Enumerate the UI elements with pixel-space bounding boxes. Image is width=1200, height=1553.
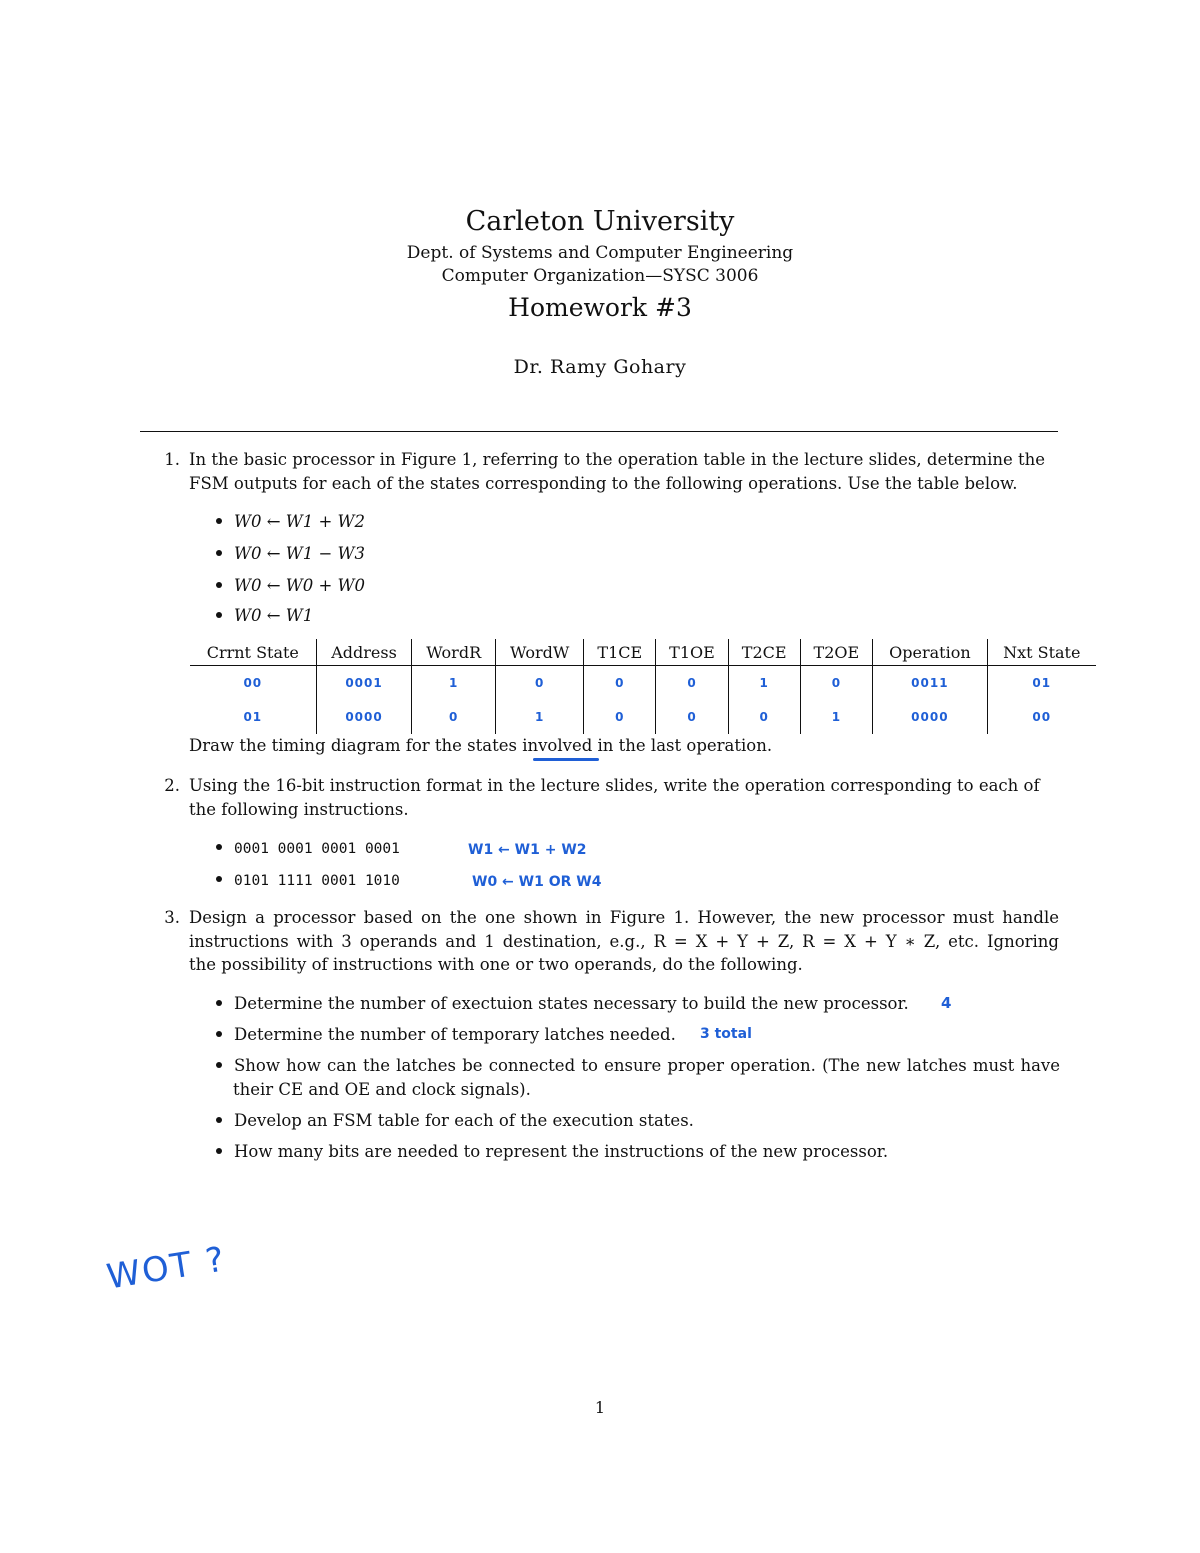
q3-bullet: Develop an FSM table for each of the execution states.	[216, 1109, 694, 1133]
q3-bullet: Determine the number of temporary latches needed.	[216, 1023, 676, 1047]
table-header: WordW	[495, 639, 584, 666]
homework-title: Homework #3	[508, 293, 692, 322]
q1-operation: W0 ← W1	[216, 604, 313, 628]
table-cell: 0	[800, 666, 873, 701]
table-cell: 0	[728, 700, 800, 734]
q3-bullet: How many bits are needed to represent the instructions of the new processor.	[216, 1140, 888, 1164]
table-cell: 1	[800, 700, 873, 734]
table-cell: 0011	[873, 666, 987, 701]
q3-number: 3.	[164, 908, 180, 927]
table-cell: 01	[987, 666, 1096, 701]
table-header: Nxt State	[987, 639, 1096, 666]
table-cell: 0001	[316, 666, 412, 701]
table-cell: 1	[412, 666, 495, 701]
table-cell: 0000	[316, 700, 412, 734]
q1-line1: In the basic processor in Figure 1, referring to the operation table in the lecture slides, determine the	[189, 450, 1046, 469]
table-row	[190, 666, 1096, 701]
q2-line2: the following instructions.	[189, 800, 409, 819]
q2-instruction: 0001 0001 0001 0001	[216, 836, 400, 861]
table-row	[190, 700, 1096, 734]
q1-number: 1.	[164, 450, 180, 469]
table-cell: 00	[987, 700, 1096, 734]
table-cell: 0	[656, 700, 729, 734]
q1-line2: FSM outputs for each of the states corresponding to the following operations. Use the table below.	[189, 474, 1018, 493]
q3-line3: the possibility of instructions with one or two operands, do the following.	[189, 955, 803, 974]
q1-operation: W0 ← W1 − W3	[216, 542, 365, 566]
fsm-table	[190, 639, 1096, 734]
q2-instruction: 0101 1111 0001 1010	[216, 868, 400, 893]
table-cell: 0	[495, 666, 584, 701]
table-header: WordR	[412, 639, 495, 666]
university-title: Carleton University	[465, 206, 735, 237]
q1-operation: W0 ← W0 + W0	[216, 574, 365, 598]
table-cell: 1	[495, 700, 584, 734]
table-cell: 01	[243, 710, 263, 724]
table-header: T2CE	[728, 639, 800, 666]
table-header-row	[190, 639, 1096, 666]
q1-operation: W0 ← W1 + W2	[216, 510, 365, 534]
q3-line2: instructions with 3 operands and 1 destination, e.g., R = X + Y + Z, R = X + Y ∗ Z, etc. Ignoring	[189, 932, 1059, 951]
author: Dr. Ramy Gohary	[513, 356, 687, 378]
table-header: T1CE	[584, 639, 656, 666]
q2-line1: Using the 16-bit instruction format in the lecture slides, write the operation corresponding to each of	[189, 776, 1040, 795]
table-header: T2OE	[800, 639, 873, 666]
q2-number: 2.	[164, 776, 180, 795]
q2-handwritten-answer: W1 ← W1 + W2	[468, 842, 587, 858]
table-header: Operation	[873, 639, 987, 666]
table-header: Address	[316, 639, 412, 666]
table-cell: 0000	[873, 700, 987, 734]
course-title: Computer Organization—SYSC 3006	[441, 266, 759, 286]
margin-note: WOT ?	[104, 1239, 229, 1298]
page-number: 1	[594, 1398, 606, 1417]
table-header: T1OE	[656, 639, 729, 666]
q3-bullet-continuation: their CE and OE and clock signals).	[233, 1080, 531, 1099]
q3-handwritten-answer: 3 total	[700, 1026, 752, 1042]
q3-line1: Design a processor based on the one shown in Figure 1. However, the new processor must handle	[189, 908, 1059, 927]
header-rule	[140, 431, 1058, 432]
q3-bullet: Determine the number of exectuion states necessary to build the new processor.	[216, 992, 909, 1016]
q3-bullet: Show how can the latches be connected to ensure proper operation. (The new latches must have	[216, 1054, 1060, 1078]
table-cell: 0	[656, 666, 729, 701]
q1-after-text: Draw the timing diagram for the states involved in the last operation.	[189, 736, 773, 755]
table-cell: 0	[584, 700, 656, 734]
q3-handwritten-answer: 4	[941, 994, 952, 1012]
handwritten-underline	[533, 758, 599, 761]
table-cell: 00	[243, 676, 263, 690]
department: Dept. of Systems and Computer Engineering	[406, 243, 794, 263]
table-cell: 0	[412, 700, 495, 734]
table-cell: 1	[728, 666, 800, 701]
q2-handwritten-answer: W0 ← W1 OR W4	[472, 874, 602, 890]
table-header: Crrnt State	[190, 639, 316, 666]
table-cell: 0	[584, 666, 656, 701]
